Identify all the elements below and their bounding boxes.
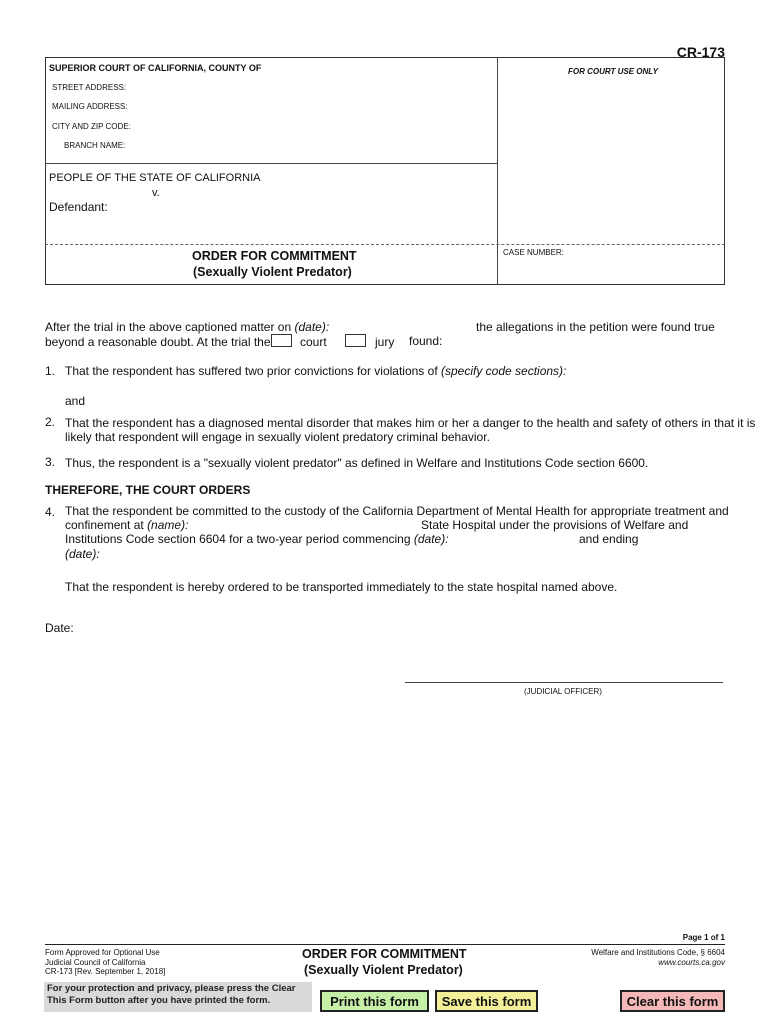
and-label: and [65, 394, 86, 408]
item4-text-e: and ending [579, 532, 639, 546]
intro-text-c: beyond a reasonable doubt. At the trial the [45, 335, 271, 349]
footer-rule [45, 944, 725, 945]
jury-label: jury [375, 335, 395, 349]
item2-text-b: likely that respondent will engage in sexually violent predatory criminal behavior. [65, 430, 490, 444]
therefore-heading: THEREFORE, THE COURT ORDERS [45, 483, 251, 497]
caption-title: ORDER FOR COMMITMENT [192, 249, 357, 263]
print-button[interactable]: Print this form [320, 990, 429, 1012]
court-checkbox[interactable] [271, 334, 292, 347]
item4-name-label: (name): [147, 518, 189, 532]
footer-subtitle: (Sexually Violent Predator) [304, 963, 463, 977]
branch-name-label: BRANCH NAME: [64, 141, 126, 150]
privacy-notice [44, 982, 312, 1012]
case-number-label: CASE NUMBER: [503, 248, 564, 257]
court-use-label: FOR COURT USE ONLY [568, 67, 658, 76]
item1-number: 1. [45, 364, 56, 378]
intro-text-b: the allegations in the petition were found true [476, 320, 715, 334]
item1-text: That the respondent has suffered two prior convictions for violations of [65, 364, 438, 378]
date-label: Date: [45, 621, 74, 635]
judicial-officer-label: (JUDICIAL OFFICER) [524, 687, 602, 696]
item4-text-d: Institutions Code section 6604 for a two-year period commencing [65, 532, 411, 546]
clear-button[interactable]: Clear this form [620, 990, 725, 1012]
item1-spec: (specify code sections): [441, 364, 567, 378]
defendant-label: Defendant: [49, 200, 108, 214]
court-name: SUPERIOR COURT OF CALIFORNIA, COUNTY OF [49, 63, 262, 73]
jury-checkbox[interactable] [345, 334, 366, 347]
approved-text: Form Approved for Optional Use [45, 948, 160, 957]
revision-text: CR-173 [Rev. September 1, 2018] [45, 967, 166, 976]
transport-text: That the respondent is hereby ordered to be transported immediately to the state hospital named above. [65, 580, 618, 594]
courts-url: www.courts.ca.gov [658, 958, 725, 967]
council-text: Judicial Council of California [45, 958, 146, 967]
court-use-divider [497, 57, 498, 285]
privacy-line-1: For your protection and privacy, please press the Clear [47, 983, 296, 994]
mailing-address-label: MAILING ADDRESS: [52, 102, 128, 111]
caption-box [45, 57, 725, 285]
save-button[interactable]: Save this form [435, 990, 538, 1012]
signature-line [405, 682, 723, 683]
street-address-label: STREET ADDRESS: [52, 83, 127, 92]
item2-number: 2. [45, 415, 56, 429]
form-number: CR-173 [676, 44, 725, 60]
item3-number: 3. [45, 455, 56, 469]
people-label: PEOPLE OF THE STATE OF CALIFORNIA [49, 172, 261, 184]
item4-text-a: That the respondent be committed to the custody of the California Department of Mental Health for appropriate treatment and [65, 504, 729, 518]
code-citation: Welfare and Institutions Code, § 6604 [591, 948, 725, 957]
intro-date-label: (date): [294, 320, 330, 334]
item3-text: Thus, the respondent is a "sexually violent predator" as defined in Welfare and Institutions Code section 6600. [65, 456, 649, 470]
caption-subtitle: (Sexually Violent Predator) [193, 265, 352, 279]
title-divider [45, 244, 725, 245]
intro-text: After the trial in the above captioned matter on [45, 320, 292, 334]
found-label: found: [409, 334, 443, 348]
item2-text-a: That the respondent has a diagnosed mental disorder that makes him or her a danger to the health and safety of others in that it is [65, 416, 756, 430]
page-number: Page 1 of 1 [682, 933, 725, 942]
item4-date-label: (date): [413, 532, 449, 546]
privacy-line-2: This Form button after you have printed the form. [47, 995, 271, 1006]
item4-text-b: confinement at [65, 518, 144, 532]
item4-text-c: State Hospital under the provisions of Welfare and [421, 518, 689, 532]
parties-divider [45, 163, 497, 164]
city-zip-label: CITY AND ZIP CODE: [52, 122, 131, 131]
versus-label: v. [152, 187, 160, 199]
item4-date2-label: (date): [65, 547, 100, 561]
item4-number: 4. [45, 505, 56, 519]
footer-title: ORDER FOR COMMITMENT [302, 947, 467, 961]
court-label: court [300, 335, 327, 349]
